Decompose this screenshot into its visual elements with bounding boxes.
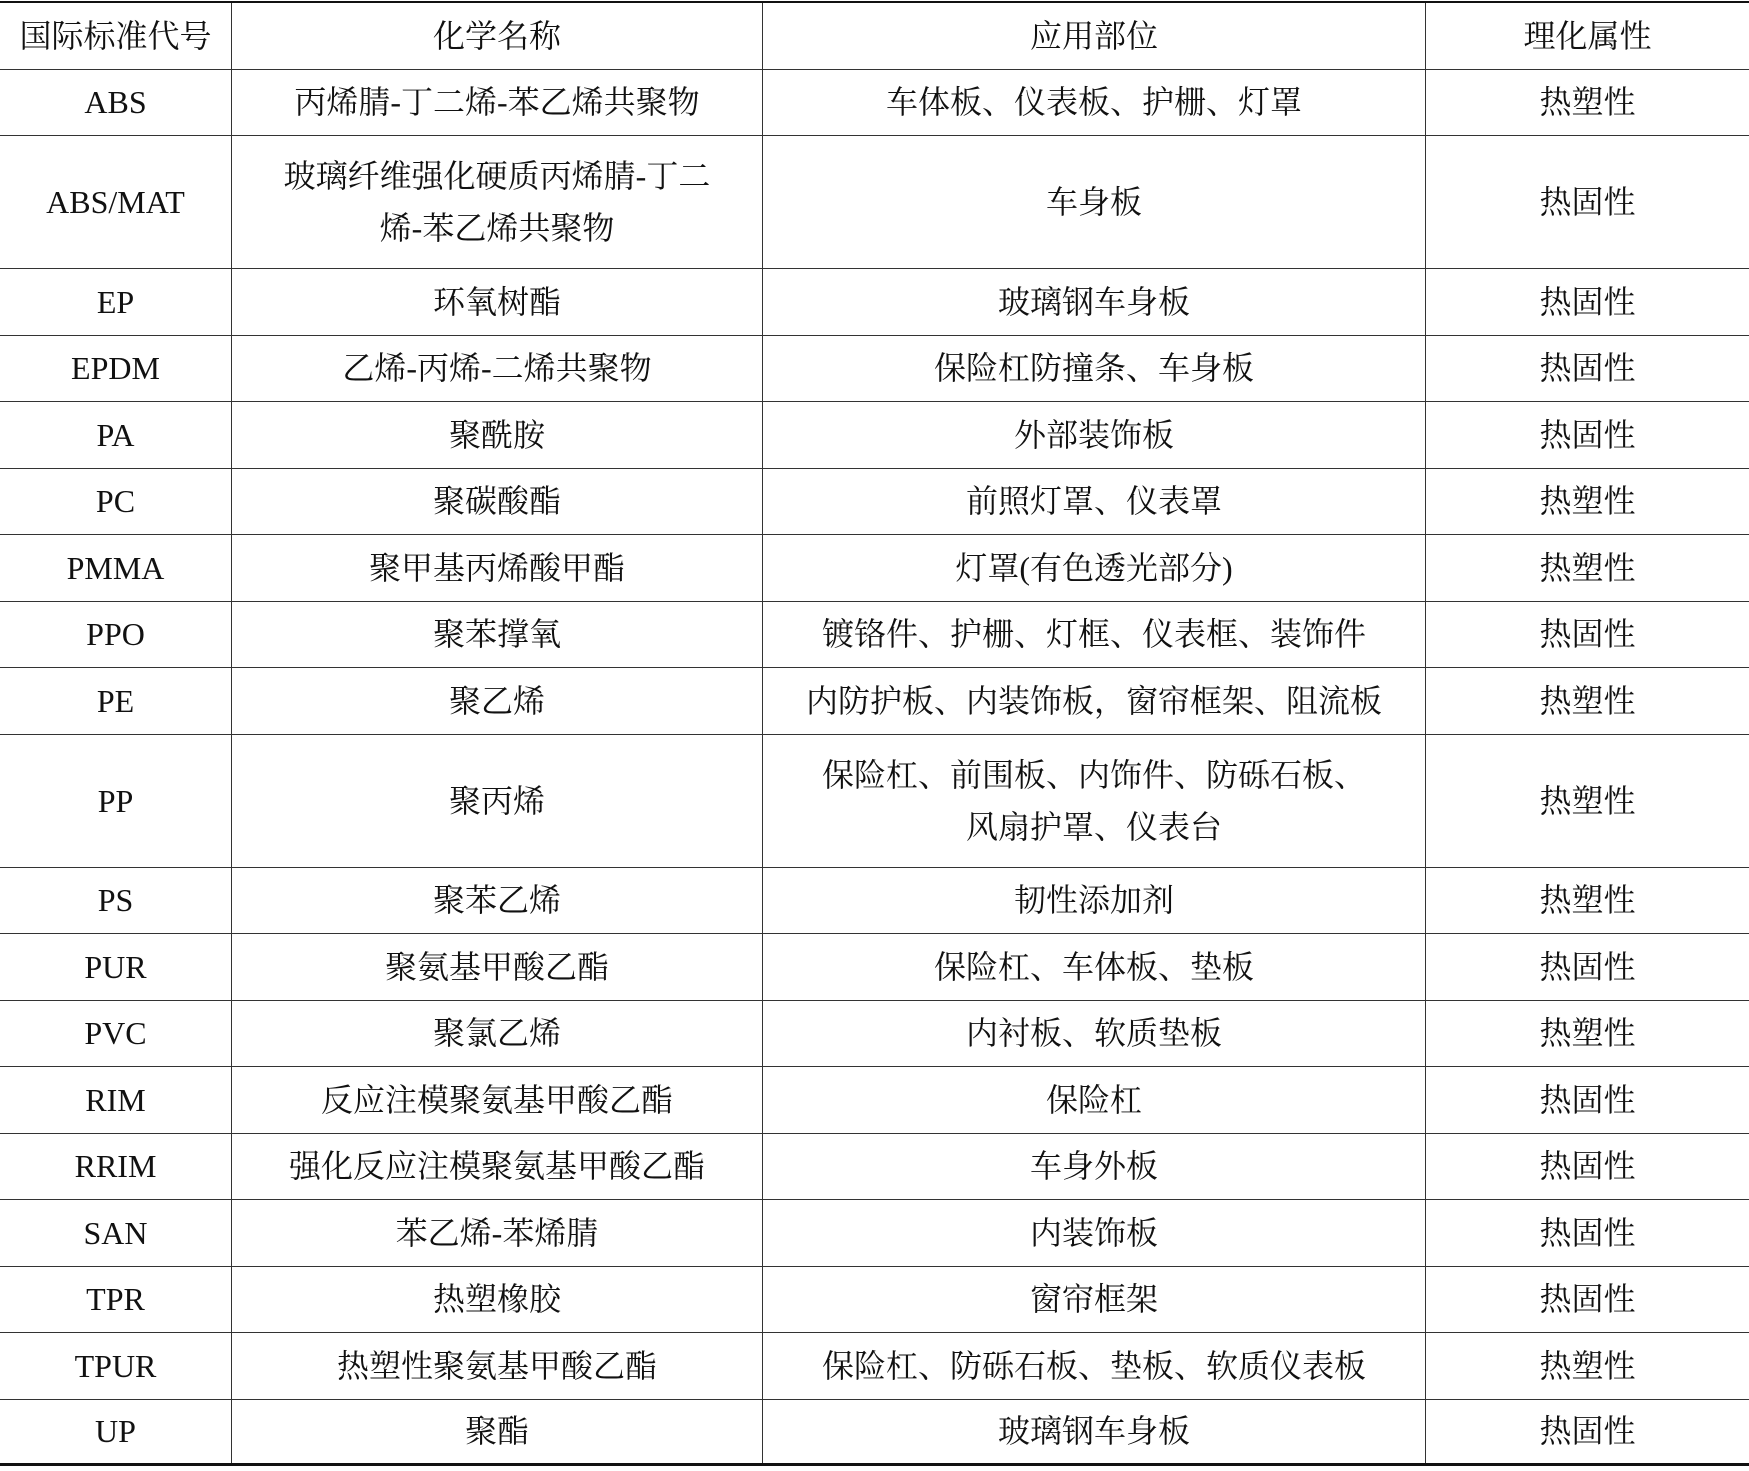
cell-application-text: 保险杠防撞条、车身板 [933, 350, 1254, 387]
cell-property-text: 热塑性 [1539, 1015, 1636, 1052]
table-row [0, 136, 1749, 269]
cell-property-text: 热塑性 [1539, 549, 1636, 586]
cell-name-text: 聚氯乙烯 [432, 1015, 561, 1052]
cell-code [0, 70, 232, 136]
cell-property [1426, 934, 1749, 1000]
cell-name [232, 70, 763, 136]
table-row [0, 1067, 1749, 1134]
cell-code [0, 1267, 232, 1333]
cell-property-text: 热固性 [1539, 283, 1636, 320]
cell-name [232, 269, 763, 335]
cell-name [232, 136, 763, 268]
cell-name-text: 强化反应注模聚氨基甲酸乙酯 [288, 1148, 705, 1185]
cell-property [1426, 1267, 1749, 1333]
cell-application [763, 1267, 1426, 1333]
cell-code [0, 1400, 232, 1464]
cell-application-text: 前照灯罩、仪表罩 [965, 483, 1222, 520]
cell-code [0, 535, 232, 601]
cell-application-text: 外部装饰板 [1013, 416, 1174, 453]
cell-property [1426, 668, 1749, 734]
table-row [0, 868, 1749, 935]
cell-name [232, 1267, 763, 1333]
cell-code [0, 469, 232, 535]
cell-code-text: PP [97, 782, 134, 819]
table-row [0, 1001, 1749, 1068]
header-row [0, 3, 1749, 70]
cell-application-text: 车体板、仪表板、护栅、灯罩 [885, 84, 1302, 121]
cell-code [0, 602, 232, 668]
cell-property [1426, 469, 1749, 535]
cell-name-text: 乙烯-丙烯-二烯共聚物 [342, 350, 652, 387]
cell-application-text: 玻璃钢车身板 [997, 1413, 1190, 1450]
cell-name [232, 535, 763, 601]
cell-name [232, 668, 763, 734]
cell-name [232, 602, 763, 668]
cell-name [232, 402, 763, 468]
cell-application-text: 内防护板、内装饰板，窗帘框架、阻流板 [805, 682, 1382, 719]
cell-application [763, 535, 1426, 601]
table-row [0, 535, 1749, 602]
cell-property-text: 热塑性 [1539, 682, 1636, 719]
cell-application-text: 窗帘框架 [1029, 1281, 1158, 1318]
column-header-code-text: 国际标准代号 [19, 17, 212, 54]
cell-code-text: ABS/MAT [46, 184, 185, 220]
cell-application-text: 灯罩(有色透光部分) [955, 549, 1233, 586]
cell-property-text: 热固性 [1539, 184, 1636, 220]
cell-code [0, 1001, 232, 1067]
cell-name [232, 868, 763, 934]
table-row [0, 336, 1749, 403]
cell-application [763, 1200, 1426, 1266]
cell-property [1426, 1400, 1749, 1464]
cell-code-text: ABS [84, 84, 147, 121]
cell-application [763, 402, 1426, 468]
cell-code-text: PMMA [66, 549, 165, 586]
table-row [0, 602, 1749, 669]
cell-name [232, 1134, 763, 1200]
table-row [0, 934, 1749, 1001]
cell-name-text: 热塑橡胶 [432, 1281, 561, 1318]
cell-name-text: 聚甲基丙烯酸甲酯 [368, 549, 625, 586]
cell-property-text: 热固性 [1539, 416, 1636, 453]
cell-application-text: 内装饰板 [1029, 1214, 1158, 1251]
cell-code-text: PA [96, 416, 135, 453]
cell-property [1426, 1200, 1749, 1266]
table-row [0, 70, 1749, 137]
cell-property [1426, 136, 1749, 268]
column-header-code [0, 3, 232, 69]
cell-name-text: 聚苯乙烯 [432, 882, 561, 919]
cell-code [0, 136, 232, 268]
table-row [0, 269, 1749, 336]
table-header [0, 3, 1749, 70]
cell-property-text: 热塑性 [1539, 483, 1636, 520]
cell-code [0, 934, 232, 1000]
cell-property-text: 热塑性 [1539, 882, 1636, 919]
cell-application [763, 269, 1426, 335]
table-row [0, 1267, 1749, 1334]
cell-property [1426, 402, 1749, 468]
cell-code-text: PC [95, 483, 136, 520]
cell-name [232, 469, 763, 535]
table-row [0, 735, 1749, 868]
cell-name-text: 热塑性聚氨基甲酸乙酯 [336, 1347, 657, 1384]
plastics-table [0, 1, 1749, 1466]
cell-property [1426, 1134, 1749, 1200]
cell-application [763, 1001, 1426, 1067]
cell-application-text: 玻璃钢车身板 [997, 283, 1190, 320]
cell-code-text: RIM [85, 1081, 146, 1118]
cell-property-text: 热固性 [1539, 1281, 1636, 1318]
cell-code [0, 336, 232, 402]
cell-application [763, 735, 1426, 867]
cell-code-text: RRIM [74, 1148, 157, 1185]
cell-property [1426, 535, 1749, 601]
cell-name-text: 反应注模聚氨基甲酸乙酯 [320, 1081, 673, 1118]
cell-name [232, 934, 763, 1000]
cell-name-text: 聚苯撑氧 [432, 616, 561, 653]
cell-name-text: 聚丙烯 [448, 782, 545, 819]
cell-name-text: 聚乙烯 [448, 682, 545, 719]
cell-application-text: 内衬板、软质垫板 [965, 1015, 1222, 1052]
cell-property [1426, 336, 1749, 402]
column-header-application [763, 3, 1426, 69]
cell-name-text: 苯乙烯-苯烯腈 [395, 1214, 599, 1251]
cell-property-text: 热塑性 [1539, 782, 1636, 819]
cell-property [1426, 1333, 1749, 1399]
cell-application-text: 韧性添加剂 [1013, 882, 1174, 919]
cell-name-text: 丙烯腈-丁二烯-苯乙烯共聚物 [294, 84, 700, 121]
cell-application [763, 1134, 1426, 1200]
cell-property-text: 热塑性 [1539, 84, 1636, 121]
cell-code-text: UP [95, 1413, 136, 1450]
cell-code-text: EP [96, 283, 135, 320]
cell-code [0, 1333, 232, 1399]
cell-application-text: 保险杠 [1045, 1081, 1142, 1118]
column-header-property-text: 理化属性 [1523, 17, 1652, 54]
table-row [0, 402, 1749, 469]
cell-name [232, 336, 763, 402]
cell-application-text: 保险杠、车体板、垫板 [933, 948, 1254, 985]
column-header-name [232, 3, 763, 69]
cell-code-text: PUR [84, 948, 147, 985]
cell-application [763, 70, 1426, 136]
cell-application [763, 1400, 1426, 1464]
cell-name-text: 聚酯 [464, 1413, 529, 1450]
cell-code-text: PPO [86, 616, 145, 653]
table-row [0, 1134, 1749, 1201]
table-row [0, 1200, 1749, 1267]
cell-property [1426, 70, 1749, 136]
table-body [0, 70, 1749, 1467]
cell-code [0, 1067, 232, 1133]
cell-code [0, 402, 232, 468]
cell-application [763, 602, 1426, 668]
cell-code [0, 1200, 232, 1266]
cell-code-text: PE [96, 682, 135, 719]
cell-name-text: 聚氨基甲酸乙酯 [384, 948, 609, 985]
cell-property-text: 热固性 [1539, 1148, 1636, 1185]
cell-name [232, 1200, 763, 1266]
cell-code [0, 1134, 232, 1200]
cell-code [0, 735, 232, 867]
table-row [0, 668, 1749, 735]
cell-property-text: 热固性 [1539, 1413, 1636, 1450]
cell-name-text: 聚碳酸酯 [432, 483, 561, 520]
cell-code-text: EPDM [71, 350, 160, 387]
cell-application [763, 868, 1426, 934]
cell-property [1426, 1001, 1749, 1067]
cell-property-text: 热固性 [1539, 350, 1636, 387]
cell-application-text: 保险杠、前围板、内饰件、防砾石板、风扇护罩、仪表台 [821, 756, 1366, 845]
table-row [0, 1400, 1749, 1467]
cell-application-text: 镀铬件、护栅、灯框、仪表框、装饰件 [821, 616, 1366, 653]
table-row [0, 1333, 1749, 1400]
cell-code [0, 668, 232, 734]
cell-application [763, 668, 1426, 734]
cell-name-text: 玻璃纤维强化硬质丙烯腈-丁二烯-苯乙烯共聚物 [283, 158, 711, 246]
cell-name [232, 735, 763, 867]
cell-code-text: SAN [83, 1214, 148, 1251]
cell-name [232, 1001, 763, 1067]
cell-property-text: 热塑性 [1539, 1347, 1636, 1384]
cell-code [0, 868, 232, 934]
cell-property-text: 热固性 [1539, 948, 1636, 985]
cell-code-text: PS [97, 882, 134, 919]
cell-application [763, 336, 1426, 402]
column-header-application-text: 应用部位 [1029, 17, 1158, 54]
cell-code [0, 269, 232, 335]
column-header-property [1426, 3, 1749, 69]
cell-name [232, 1333, 763, 1399]
cell-name [232, 1067, 763, 1133]
cell-code-text: TPUR [74, 1347, 157, 1384]
cell-code-text: TPR [86, 1281, 145, 1318]
cell-property [1426, 868, 1749, 934]
table-row [0, 469, 1749, 536]
cell-name [232, 1400, 763, 1464]
cell-application [763, 934, 1426, 1000]
cell-name-text: 环氧树酯 [432, 283, 561, 320]
cell-name-text: 聚酰胺 [448, 416, 545, 453]
cell-property [1426, 1067, 1749, 1133]
cell-application [763, 469, 1426, 535]
cell-property [1426, 602, 1749, 668]
cell-property-text: 热固性 [1539, 616, 1636, 653]
cell-property [1426, 735, 1749, 867]
column-header-name-text: 化学名称 [432, 17, 561, 54]
cell-code-text: PVC [84, 1015, 147, 1052]
cell-property [1426, 269, 1749, 335]
cell-property-text: 热固性 [1539, 1214, 1636, 1251]
cell-application [763, 1333, 1426, 1399]
cell-application-text: 车身板 [1045, 184, 1142, 220]
cell-application-text: 车身外板 [1029, 1148, 1158, 1185]
cell-property-text: 热固性 [1539, 1081, 1636, 1118]
cell-application-text: 保险杠、防砾石板、垫板、软质仪表板 [821, 1347, 1366, 1384]
cell-application [763, 136, 1426, 268]
cell-application [763, 1067, 1426, 1133]
